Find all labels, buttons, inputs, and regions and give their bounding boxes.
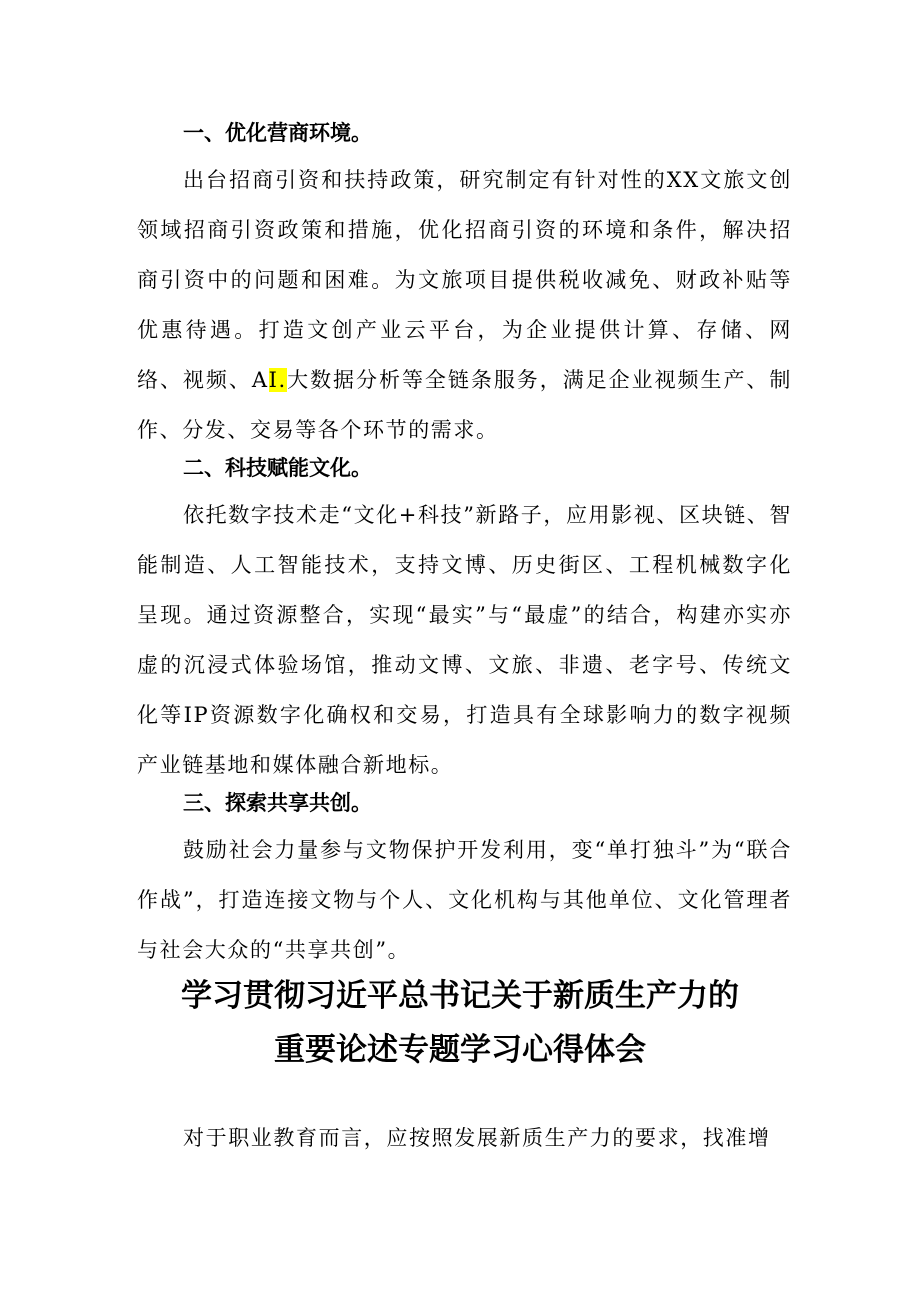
article-intro-paragraph: 对于职业教育而言，应按照发展新质生产力的要求，找准增 xyxy=(183,1126,771,1150)
section-2-paragraph: 依托数字技术走“文化+科技”新路子，应用影视、区块链、智能制造、人工智能技术，支持文博、历史街区、工程机械数字化呈现。通过资源整合，实现“最实”与“最虚”的结合，构建亦实亦虚的沉浸式体验场馆，推动文博、文旅、非遗、老字号、传统文化等IP资源数字化确权和交易，打造具有全球影响力的数字视频产业链基地和媒体融合新地标。 xyxy=(137,503,792,777)
section-3-heading: 三、探索共享共创。 xyxy=(183,791,372,815)
article-title-line-1: 学习贯彻习近平总书记关于新质生产力的 xyxy=(181,978,739,1014)
section-1-text-before: 出台招商引资和扶持政策，研究制定有针对性的XX文旅文创领域招商引资政策和措施，优化招商引资的环境和条件，解决招商引资中的问题和困难。为文旅项目提供税收减免、财政补贴等优惠待遇。打造文创产业云平台，为企业提供计算、存储、网络、视频、A xyxy=(137,168,792,392)
section-3-paragraph: 鼓励社会力量参与文物保护开发利用，变“单打独斗”为“联合作战”，打造连接文物与个人、文化机构与其他单位、文化管理者与社会大众的“共享共创”。 xyxy=(137,838,792,962)
section-1-paragraph xyxy=(137,155,792,455)
highlighted-text: I. xyxy=(268,368,287,392)
section-1-heading: 一、优化营商环境。 xyxy=(183,121,372,145)
section-1-text-after: 大数据分析等全链条服务，满足企业视频生产、制作、分发、交易等各个环节的需求。 xyxy=(137,368,792,442)
article-title-line-2: 重要论述专题学习心得体会 xyxy=(274,1032,646,1068)
section-2-heading: 二、科技赋能文化。 xyxy=(183,456,372,480)
